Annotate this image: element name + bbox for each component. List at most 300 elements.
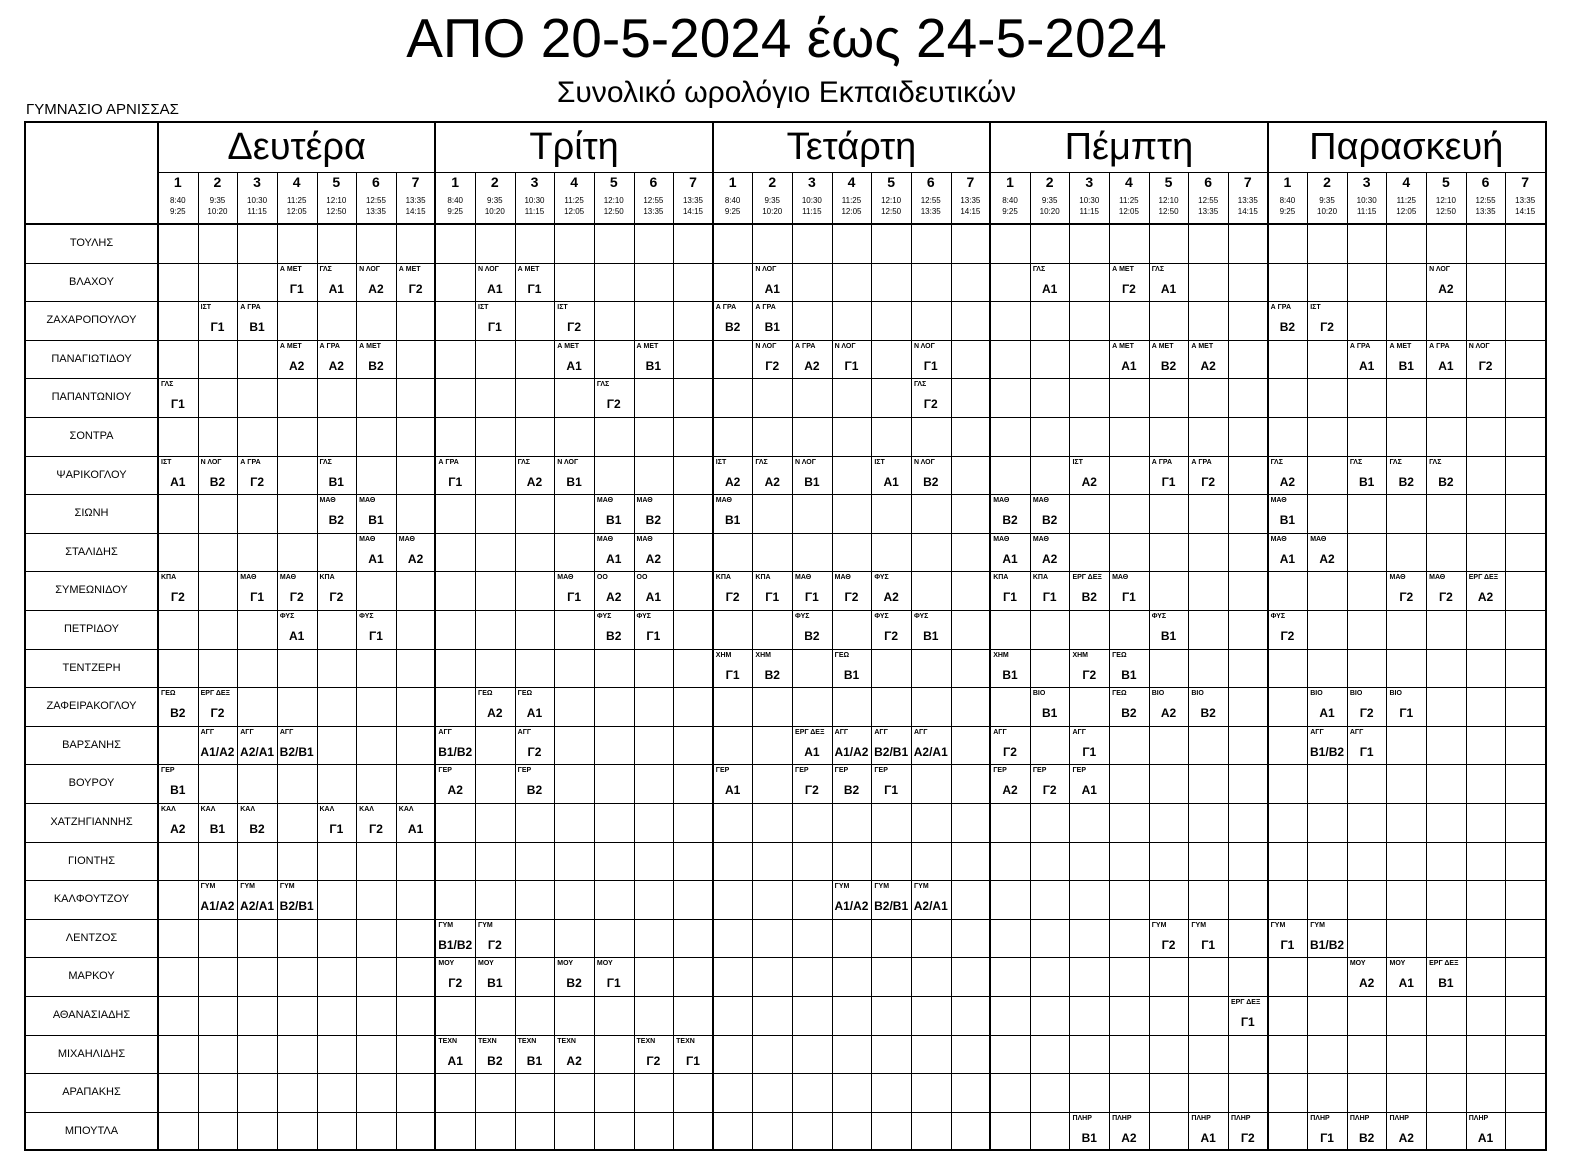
- subject-code: Α ΓΡΑ: [715, 304, 737, 312]
- subject-code: ΦΥΣ: [279, 613, 295, 620]
- subject-code: ΧΗΜ: [1072, 651, 1089, 659]
- class-code: Β2: [249, 822, 265, 836]
- class-code: Α1: [328, 281, 344, 296]
- period-divider: [911, 172, 912, 1150]
- period-start-time: 11:25: [841, 196, 862, 205]
- subject-code: ΠΛΗΡ: [1230, 1114, 1251, 1122]
- subject-code: ΒΙΟ: [1191, 690, 1204, 698]
- class-code: Γ1: [1359, 744, 1374, 759]
- class-code: Α2: [526, 474, 543, 489]
- subject-code: ΚΑΛ: [240, 806, 256, 813]
- subject-code: ΜΑΘ: [240, 574, 257, 582]
- class-code: Α1: [487, 281, 503, 296]
- class-code: Β1: [1279, 513, 1296, 528]
- class-code: Β2: [804, 629, 820, 643]
- subject-code: ΕΡΓ ΔΕΞ: [1429, 960, 1459, 968]
- subject-code: ΙΣΤ: [557, 304, 568, 312]
- class-code: Γ2: [527, 744, 542, 759]
- class-code: Α1: [1477, 1130, 1494, 1145]
- class-code: Γ1: [686, 1053, 700, 1068]
- subject-code: ΟΟ: [636, 574, 648, 582]
- subject-code: ΧΗΜ: [993, 651, 1009, 659]
- period-start-time: 11:25: [1119, 196, 1139, 205]
- subject-code: Α ΜΕΤ: [1112, 265, 1134, 273]
- period-number: 1: [451, 174, 460, 190]
- teacher-name: ΛΕΝΤΖΟΣ: [65, 931, 118, 944]
- subject-code: ΙΣΤ: [715, 458, 727, 466]
- class-code: Α1/Α2: [834, 744, 869, 759]
- period-start-time: 13:35: [682, 196, 703, 205]
- period-number: 3: [1362, 174, 1371, 190]
- class-code: Β1: [1121, 667, 1137, 682]
- class-code: Γ2: [289, 590, 304, 605]
- class-code: Β2: [1279, 320, 1296, 335]
- period-end-time: 12:50: [1435, 207, 1456, 216]
- subject-code: Α ΓΡΑ: [1151, 458, 1173, 466]
- class-code: Γ2: [1003, 744, 1017, 759]
- subject-code: Α ΜΕΤ: [557, 342, 580, 350]
- class-code: Α1: [724, 783, 741, 798]
- subject-code: ΦΥΣ: [1270, 613, 1286, 620]
- class-code: Γ1: [1201, 937, 1216, 952]
- class-code: Β2: [328, 513, 344, 528]
- row-divider: [25, 571, 1545, 572]
- class-code: Γ2: [567, 320, 582, 335]
- class-code: Β1: [566, 474, 582, 489]
- period-end-time: 11:15: [1079, 207, 1099, 216]
- teacher-name: ΓΙΟΝΤΗΣ: [67, 854, 116, 867]
- class-code: Γ1: [1003, 590, 1017, 605]
- class-code: Α1: [645, 590, 662, 605]
- period-start-time: 13:35: [1515, 196, 1536, 205]
- subject-code: ΦΥΣ: [1151, 613, 1167, 620]
- teacher-name: ΠΑΝΑΓΙΩΤΙΔΟΥ: [51, 352, 132, 365]
- subject-code: ΚΠΑ: [1032, 574, 1048, 582]
- subject-code: Ν ΛΟΓ: [913, 458, 935, 466]
- subject-code: ΓΕΡ: [993, 767, 1007, 775]
- period-number: 5: [609, 174, 618, 190]
- class-code: Α2: [1358, 976, 1375, 991]
- subject-code: ΑΓΓ: [1072, 728, 1086, 736]
- period-start-time: 9:35: [1319, 196, 1335, 205]
- class-code: Γ2: [329, 590, 344, 605]
- period-divider: [871, 172, 872, 1150]
- subject-code: ΙΣΤ: [478, 304, 489, 312]
- period-divider: [792, 172, 793, 1150]
- subject-code: ΜΑΘ: [1389, 574, 1406, 582]
- class-code: Β1: [1398, 358, 1414, 373]
- period-number: 6: [372, 174, 380, 190]
- subject-code: ΤΕΧΝ: [557, 1037, 576, 1045]
- subject-code: Α ΓΡΑ: [795, 342, 816, 350]
- class-code: Α2: [566, 1053, 582, 1068]
- subject-code: ΜΑΘ: [359, 497, 376, 505]
- teacher-name: ΜΠΟΥΤΛΑ: [64, 1124, 119, 1137]
- page-title: ΑΠΟ 20-5-2024 έως 24-5-2024: [406, 7, 1167, 69]
- subject-code: ΓΕΡ: [438, 767, 452, 775]
- subject-code: ΓΛΣ: [596, 381, 610, 389]
- subject-code: ΚΠΑ: [319, 574, 335, 582]
- class-code: Γ1: [765, 590, 780, 605]
- subject-code: ΕΡΓ ΔΕΞ: [795, 728, 825, 736]
- period-start-time: 9:35: [764, 196, 781, 205]
- class-code: Α1: [170, 474, 186, 489]
- class-code: Γ1: [250, 590, 264, 605]
- subject-code: ΦΥΣ: [913, 613, 929, 620]
- class-code: Γ2: [844, 590, 859, 605]
- period-divider: [396, 172, 397, 1150]
- row-divider: [25, 764, 1545, 765]
- class-code: Α2: [447, 783, 463, 798]
- teacher-name: ΖΑΦΕΙΡΑΚΟΓΛΟΥ: [46, 700, 137, 713]
- period-start-time: 10:30: [247, 196, 268, 205]
- period-divider: [1466, 172, 1467, 1150]
- class-code: Α1: [1002, 551, 1018, 566]
- period-number: 1: [1283, 174, 1292, 190]
- subject-code: ΓΛΣ: [1032, 265, 1046, 273]
- class-code: Α2: [1477, 590, 1494, 605]
- period-number: 2: [1045, 174, 1054, 190]
- period-divider: [1347, 172, 1348, 1150]
- row-divider: [25, 378, 1545, 379]
- period-end-time: 14:15: [682, 207, 703, 216]
- subject-code: ΧΗΜ: [715, 651, 732, 659]
- period-end-time: 12:50: [326, 207, 347, 216]
- period-number: 2: [490, 174, 499, 190]
- period-number: 7: [1243, 174, 1252, 190]
- class-code: Α2: [1319, 551, 1335, 566]
- subject-code: ΓΥΜ: [1270, 921, 1286, 929]
- period-end-time: 13:35: [1198, 207, 1219, 216]
- subject-code: ΑΓΓ: [1349, 728, 1364, 736]
- subject-code: ΓΕΡ: [795, 767, 809, 775]
- subject-code: Ν ΛΟΓ: [200, 458, 222, 466]
- class-code: Β2/Β1: [874, 744, 909, 759]
- period-start-time: 9:35: [1041, 196, 1058, 205]
- subject-code: ΓΕΩ: [1112, 690, 1127, 698]
- teacher-name: ΒΟΥΡΟΥ: [68, 777, 115, 790]
- subject-code: ΜΑΘ: [1032, 535, 1049, 543]
- period-divider: [752, 172, 753, 1150]
- period-end-time: 9:25: [724, 207, 741, 216]
- period-start-time: 10:30: [1079, 196, 1100, 205]
- subject-code: ΒΙΟ: [1389, 690, 1402, 698]
- class-code: Α2: [883, 590, 899, 605]
- class-code: Α2: [606, 590, 622, 605]
- class-code: Β1/Β2: [1310, 937, 1345, 952]
- subject-code: ΒΙΟ: [1151, 690, 1165, 698]
- subject-code: ΜΑΘ: [1112, 574, 1129, 582]
- subject-code: Α ΜΕΤ: [1191, 342, 1214, 350]
- class-code: Α1: [1358, 358, 1375, 373]
- subject-code: ΑΓΓ: [438, 728, 452, 736]
- subject-code: Α ΜΕΤ: [279, 342, 302, 350]
- period-number: 6: [1204, 174, 1213, 190]
- class-code: Γ1: [567, 590, 582, 605]
- class-code: Γ2: [487, 937, 502, 952]
- subject-code: ΜΑΘ: [636, 497, 653, 505]
- subject-code: Ν ΛΟΓ: [795, 458, 816, 466]
- subject-code: ΤΕΧΝ: [517, 1037, 537, 1045]
- period-number: 5: [1442, 174, 1450, 190]
- class-code: Β1: [1081, 1130, 1097, 1145]
- period-divider: [277, 172, 278, 1150]
- class-code: Γ2: [646, 1053, 661, 1068]
- class-code: Γ2: [1320, 320, 1334, 335]
- subject-code: ΚΑΛ: [319, 806, 335, 813]
- subject-code: Α ΓΡΑ: [438, 458, 459, 466]
- period-number: 3: [253, 174, 261, 190]
- subject-code: ΕΡΓ ΔΕΞ: [1230, 999, 1261, 1006]
- teacher-name: ΒΑΡΣΑΝΗΣ: [62, 738, 121, 751]
- period-divider: [1386, 172, 1387, 1150]
- period-number: 4: [847, 174, 856, 190]
- period-number: 2: [1323, 174, 1331, 190]
- subject-code: ΓΥΜ: [279, 883, 295, 891]
- subject-code: ΠΛΗΡ: [1112, 1114, 1132, 1122]
- period-end-time: 14:15: [960, 207, 981, 216]
- subject-code: Α ΓΡΑ: [1270, 304, 1292, 312]
- period-end-time: 10:20: [207, 207, 228, 216]
- class-code: Α2/Α1: [240, 899, 275, 914]
- class-code: Α2: [1200, 358, 1216, 373]
- subject-code: ΓΛΣ: [755, 458, 768, 466]
- class-code: Β1: [1041, 706, 1058, 721]
- class-code: Α2: [1438, 281, 1454, 296]
- period-start-time: 13:35: [1237, 196, 1258, 205]
- subject-code: ΙΣΤ: [161, 458, 172, 466]
- period-number: 3: [1085, 174, 1094, 190]
- class-code: Β2: [1121, 706, 1137, 721]
- class-code: Α2: [1160, 706, 1177, 721]
- period-number: 2: [768, 174, 777, 190]
- class-code: Γ2: [1121, 281, 1136, 296]
- period-divider: [1149, 172, 1150, 1150]
- class-code: Α1: [368, 551, 384, 566]
- period-number: 1: [1006, 174, 1014, 190]
- class-code: Β2: [209, 474, 226, 489]
- class-code: Γ2: [1042, 783, 1057, 798]
- subject-code: ΜΟΥ: [557, 960, 574, 968]
- subject-code: ΓΥΜ: [1310, 921, 1325, 929]
- class-code: Β1: [1438, 976, 1454, 991]
- subject-code: ΓΛΣ: [1270, 458, 1283, 466]
- subject-code: ΜΟΥ: [478, 960, 494, 968]
- row-divider: [25, 919, 1545, 920]
- teacher-name: ΧΑΤΖΗΓΙΑΝΝΗΣ: [50, 816, 133, 828]
- day-header: Πέμπτη: [1064, 126, 1194, 168]
- subject-code: ΤΕΧΝ: [478, 1037, 497, 1045]
- teacher-name: ΑΡΑΠΑΚΗΣ: [62, 1086, 121, 1099]
- class-code: Γ1: [448, 474, 463, 489]
- subject-code: ΚΑΛ: [161, 806, 176, 813]
- subject-code: ΑΓΓ: [279, 728, 294, 736]
- class-code: Α2: [804, 358, 820, 373]
- class-code: Α1: [1081, 783, 1097, 798]
- subject-code: ΒΙΟ: [1310, 690, 1323, 698]
- subject-code: ΜΑΘ: [993, 497, 1010, 505]
- subject-code: ΜΑΘ: [279, 574, 297, 582]
- class-code: Β1: [487, 976, 503, 991]
- class-code: Γ2: [804, 783, 819, 798]
- row-divider: [25, 842, 1545, 843]
- class-code: Β2: [1002, 513, 1018, 528]
- class-code: Α1: [407, 822, 424, 836]
- period-number: 5: [887, 174, 896, 190]
- subject-code: ΓΕΡ: [1072, 767, 1086, 775]
- period-divider: [673, 172, 674, 1150]
- subject-code: ΓΕΡ: [715, 767, 730, 775]
- class-code: Β2/Β1: [279, 744, 314, 759]
- teacher-name: ΣΤΑΛΙΔΗΣ: [65, 545, 118, 558]
- subject-code: ΓΛΣ: [319, 265, 332, 273]
- subject-code: ΓΛΣ: [1389, 458, 1402, 466]
- subject-code: ΚΠΑ: [161, 574, 177, 582]
- teacher-name: ΤΕΝΤΖΕΡΗ: [62, 661, 121, 674]
- period-end-time: 12:05: [1396, 207, 1417, 216]
- subject-code: ΚΠΑ: [993, 574, 1009, 582]
- period-start-time: 12:55: [1198, 196, 1219, 205]
- teacher-name: ΒΛΑΧΟΥ: [69, 275, 114, 288]
- subject-code: ΓΕΩ: [1112, 651, 1127, 659]
- period-divider: [237, 172, 238, 1150]
- class-code: Β1/Β2: [438, 744, 473, 759]
- subject-code: ΜΟΥ: [596, 960, 613, 968]
- period-number: 4: [1402, 174, 1411, 190]
- row-divider: [25, 649, 1545, 650]
- subject-code: Α ΜΕΤ: [359, 342, 381, 350]
- class-code: Γ1: [884, 783, 899, 798]
- class-code: Β1: [209, 822, 226, 836]
- class-code: Γ2: [1438, 590, 1453, 605]
- class-code: Α1: [1121, 358, 1137, 373]
- subject-code: Ν ΛΟΓ: [913, 342, 935, 350]
- subject-code: ΜΑΘ: [596, 535, 614, 543]
- subject-code: ΑΓΓ: [834, 728, 849, 736]
- period-start-time: 8:40: [1279, 196, 1296, 205]
- class-code: Β2: [368, 358, 384, 373]
- period-end-time: 13:35: [365, 207, 386, 216]
- subject-code: ΓΛΣ: [1429, 458, 1442, 466]
- class-code: Β1: [645, 358, 662, 373]
- teacher-name: ΤΟΥΛΗΣ: [69, 237, 114, 249]
- period-start-time: 11:25: [286, 196, 307, 205]
- period-end-time: 14:15: [405, 207, 426, 216]
- day-header: Τρίτη: [529, 126, 619, 168]
- class-code: Γ2: [1240, 1130, 1255, 1145]
- class-code: Α1: [1319, 706, 1335, 721]
- class-code: Α1/Α2: [834, 899, 869, 914]
- subject-code: Α ΓΡΑ: [755, 304, 776, 312]
- subject-code: ΓΥΜ: [1151, 921, 1167, 929]
- subject-code: ΓΥΜ: [1191, 921, 1207, 929]
- period-number: 2: [213, 174, 222, 190]
- subject-code: ΓΥΜ: [874, 883, 890, 891]
- period-start-time: 8:40: [447, 196, 463, 205]
- class-code: Γ2: [765, 358, 780, 373]
- subject-code: ΚΑΛ: [398, 806, 414, 813]
- subject-code: ΓΕΩ: [478, 690, 493, 698]
- class-code: Α1: [1041, 281, 1058, 296]
- teacher-name: ΣΟΝΤΡΑ: [69, 430, 114, 442]
- class-code: Γ2: [923, 397, 938, 412]
- day-header-divider: [158, 172, 1545, 173]
- period-start-time: 12:55: [1475, 196, 1496, 205]
- subject-code: ΦΥΣ: [874, 613, 889, 620]
- subject-code: ΓΕΡ: [834, 767, 849, 775]
- period-divider: [951, 172, 952, 1150]
- subject-code: Ν ΛΟΓ: [755, 265, 777, 273]
- teacher-name: ΣΙΩΝΗ: [74, 507, 109, 520]
- period-number: 1: [173, 174, 182, 190]
- subject-code: Ν ΛΟΓ: [359, 265, 381, 273]
- class-code: Β2: [170, 706, 186, 721]
- period-start-time: 10:30: [1356, 196, 1377, 205]
- period-start-time: 8:40: [724, 196, 741, 205]
- class-code: Γ2: [210, 706, 225, 721]
- page-subtitle: Συνολικό ωρολόγιο Εκπαιδευτικών: [556, 76, 1017, 109]
- period-end-time: 12:50: [881, 207, 902, 216]
- subject-code: ΤΕΧΝ: [676, 1037, 695, 1045]
- subject-code: Α ΜΕΤ: [1151, 342, 1174, 350]
- subject-code: ΓΕΡ: [161, 767, 175, 775]
- period-end-time: 11:15: [1356, 207, 1377, 216]
- period-start-time: 13:35: [405, 196, 426, 205]
- subject-code: ΑΓΓ: [517, 728, 532, 736]
- subject-code: ΑΓΓ: [1310, 728, 1324, 736]
- subject-code: ΜΑΘ: [1270, 497, 1287, 505]
- subject-code: Α ΓΡΑ: [1429, 342, 1450, 350]
- subject-code: Ν ΛΟΓ: [834, 342, 856, 350]
- subject-code: ΓΥΜ: [913, 883, 929, 891]
- period-number: 7: [411, 174, 420, 190]
- day-header: Δευτέρα: [227, 126, 367, 168]
- subject-code: ΓΕΩ: [161, 690, 176, 698]
- class-code: Γ2: [448, 976, 463, 991]
- subject-code: ΤΕΧΝ: [636, 1037, 656, 1045]
- period-number: 5: [332, 174, 341, 190]
- subject-code: Α ΓΡΑ: [1191, 458, 1212, 466]
- period-start-time: 12:55: [643, 196, 664, 205]
- class-code: Α2: [1398, 1130, 1414, 1145]
- class-code: Γ1: [329, 822, 344, 836]
- class-code: Β2: [1041, 513, 1058, 528]
- subject-code: ΦΥΣ: [596, 613, 612, 620]
- period-end-time: 10:20: [1039, 207, 1060, 216]
- period-end-time: 12:50: [1158, 207, 1179, 216]
- row-divider: [25, 533, 1545, 534]
- class-code: Β2: [1200, 706, 1216, 721]
- subject-code: ΒΙΟ: [1349, 690, 1363, 698]
- period-number: 3: [807, 174, 816, 190]
- class-code: Β1: [1358, 474, 1375, 489]
- period-number: 7: [966, 174, 975, 190]
- class-code: Β1: [1002, 667, 1018, 682]
- row-divider: [25, 687, 1545, 688]
- class-code: Β2: [923, 474, 939, 489]
- class-code: Β1: [1160, 629, 1177, 643]
- period-start-time: 12:10: [881, 196, 902, 205]
- subject-code: ΑΓΓ: [240, 728, 254, 736]
- class-code: Γ1: [646, 629, 661, 643]
- class-code: Α2/Α1: [240, 744, 275, 759]
- subject-code: ΓΛΣ: [319, 458, 332, 466]
- class-code: Α1: [289, 629, 305, 643]
- period-divider: [1426, 172, 1427, 1150]
- subject-code: ΓΕΩ: [834, 651, 850, 659]
- subject-code: ΦΥΣ: [874, 574, 889, 582]
- class-code: Α2: [645, 551, 662, 566]
